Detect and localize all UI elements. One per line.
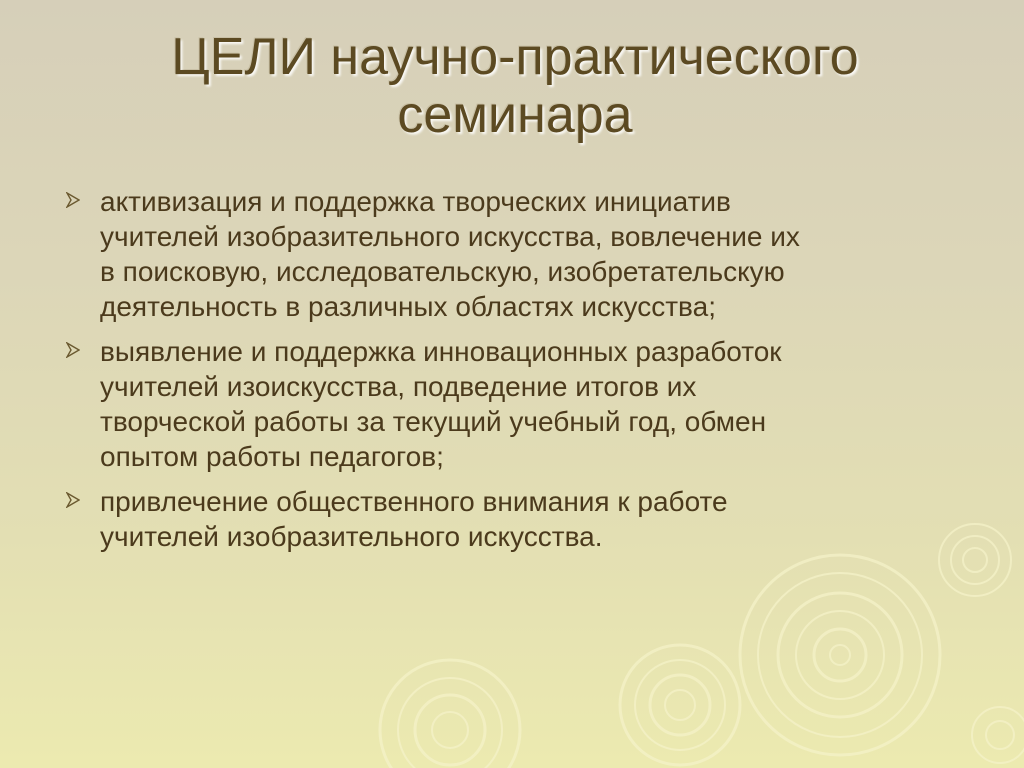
bullet-line: привлечение общественного внимания к работе bbox=[100, 486, 728, 517]
bullet-line: выявление и поддержка инновационных разработок bbox=[100, 336, 782, 367]
slide-title bbox=[90, 28, 940, 144]
arrowhead-bullet-icon bbox=[66, 492, 80, 508]
bullet-line: деятельность в различных областях искусства; bbox=[100, 291, 716, 322]
arrowhead-bullet-icon bbox=[66, 192, 80, 208]
bullet-line: учителей изобразительного искусства. bbox=[100, 521, 603, 552]
bullet-line: учителей изобразительного искусства, вовлечение их bbox=[100, 221, 800, 252]
slide-title-line: ЦЕЛИ научно-практического bbox=[171, 28, 859, 86]
bullet-item bbox=[64, 334, 964, 474]
bullet-line: учителей изоискусства, подведение итогов их bbox=[100, 371, 697, 402]
bullet-list bbox=[64, 184, 964, 564]
bullet-line: творческой работы за текущий учебный год, обмен bbox=[100, 406, 767, 437]
bullet-item bbox=[64, 184, 964, 324]
slide-title-line: семинара bbox=[397, 86, 633, 144]
bullet-line: опытом работы педагогов; bbox=[100, 441, 444, 472]
bullet-item bbox=[64, 484, 964, 554]
arrowhead-bullet-icon bbox=[66, 342, 80, 358]
bullet-line: в поисковую, исследовательскую, изобретательскую bbox=[100, 256, 785, 287]
bullet-line: активизация и поддержка творческих инициатив bbox=[100, 186, 731, 217]
